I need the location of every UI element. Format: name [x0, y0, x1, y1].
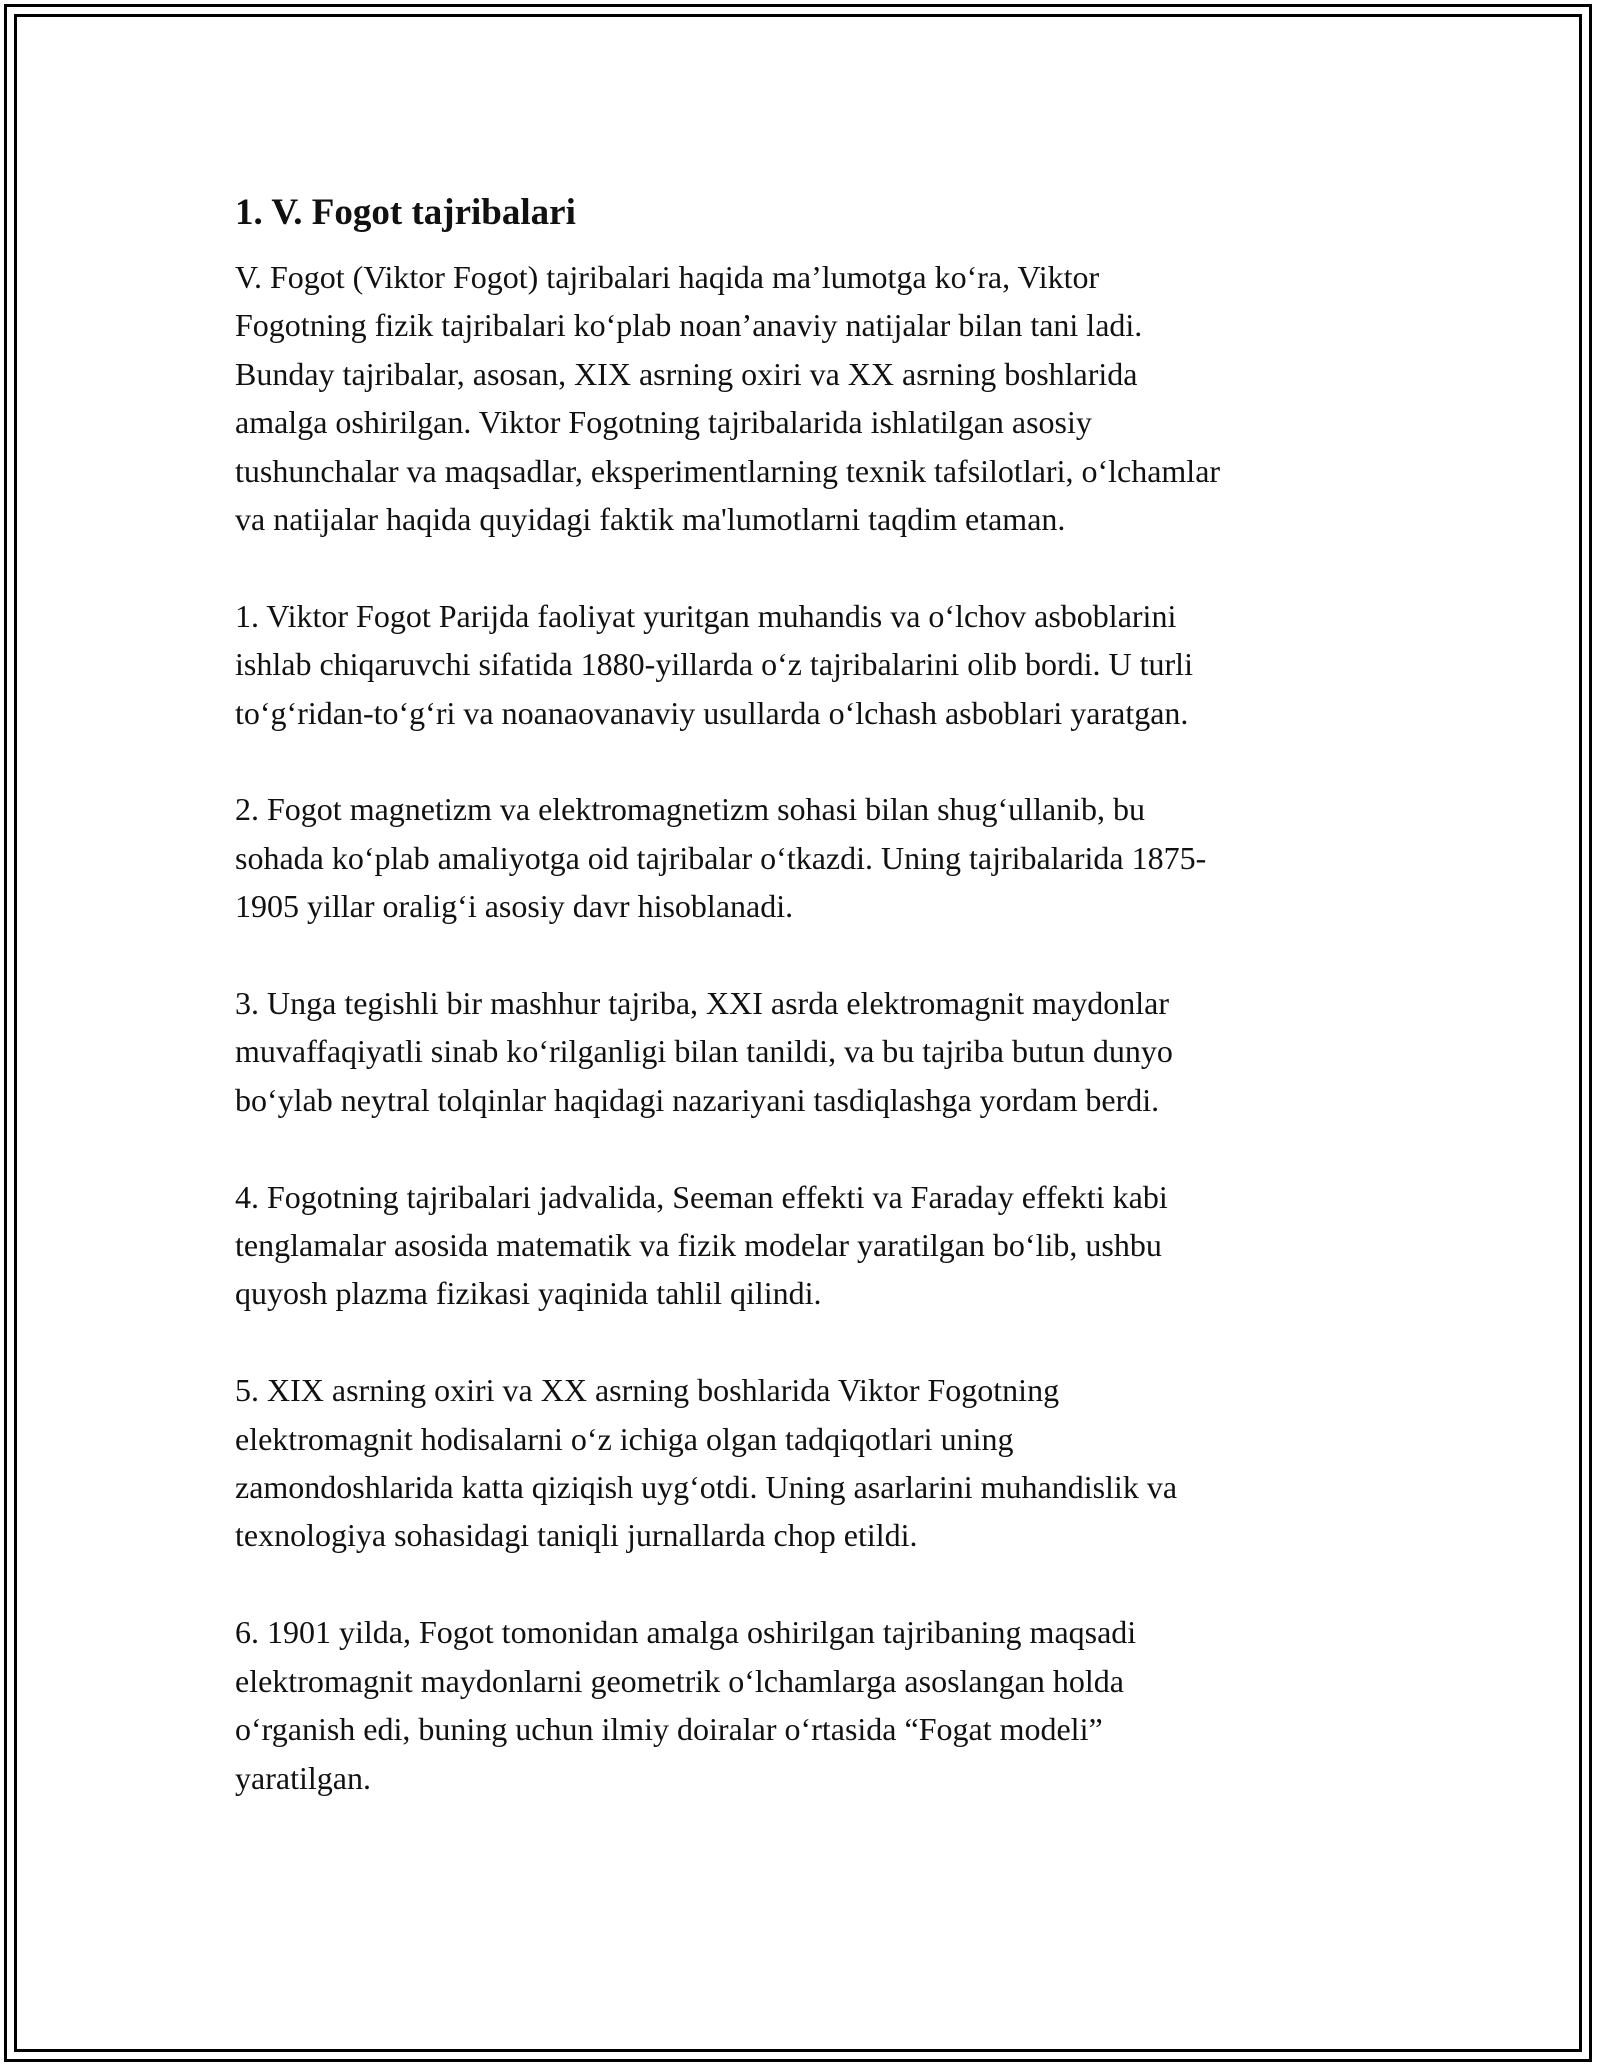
paragraph-line: V. Fogot (Viktor Fogot) tajribalari haqida ma’lumotga ko‘ra, Viktor [235, 259, 1100, 295]
paragraph-line: 3. Unga tegishli bir mashhur tajriba, XXI asrda elektromagnit maydonlar [235, 985, 1169, 1022]
item-paragraph-1 [235, 592, 1375, 737]
item-paragraph-2 [235, 785, 1375, 930]
paragraph-line: bo‘ylab neytral tolqinlar haqidagi nazariyani tasdiqlashga yordam berdi. [235, 1081, 1160, 1118]
paragraph-line: 5. XIX asrning oxiri va XX asrning boshlarida Viktor Fogotning [235, 1372, 1060, 1409]
paragraph-line: o‘rganish edi, buning uchun ilmiy doiralar o‘rtasida “Fogat modeli” [235, 1711, 1103, 1748]
paragraph-line: yaratilgan. [235, 1759, 371, 1796]
paragraph-line: 4. Fogotning tajribalari jadvalida, Seeman effekti va Faraday effekti kabi [235, 1178, 1168, 1215]
paragraph-line: 6. 1901 yilda, Fogot tomonidan amalga oshirilgan tajribaning maqsadi [235, 1614, 1137, 1651]
paragraph-line: zamondoshlarida katta qiziqish uyg‘otdi. Uning asarlarini muhandislik va [235, 1469, 1178, 1506]
paragraph-line: elektromagnit maydonlarni geometrik o‘lchamlarga asoslangan holda [235, 1662, 1124, 1699]
paragraph-line: quyosh plazma fizikasi yaqinida tahlil qilindi. [235, 1275, 822, 1312]
paragraph-line: to‘g‘ridan-to‘g‘ri va noanaovanaviy usullarda o‘lchash asboblari yaratgan. [235, 694, 1189, 731]
item-paragraph-4 [235, 1173, 1375, 1318]
paragraph-line: 2. Fogot magnetizm va elektromagnetizm sohasi bilan shug‘ullanib, bu [235, 791, 1146, 828]
paragraph-line: ishlab chiqaruvchi sifatida 1880-yillarda o‘z tajribalarini olib bordi. U turli [235, 646, 1193, 683]
paragraph-line: elektromagnit hodisalarni o‘z ichiga olgan tadqiqotlari uning [235, 1420, 1014, 1457]
paragraph-line: va natijalar haqida quyidagi faktik ma'lumotlarni taqdim etaman. [235, 501, 1066, 538]
item-paragraph-6 [235, 1608, 1375, 1802]
paragraph-line: Bunday tajribalar, asosan, XIX asrning oxiri va XX asrning boshlarida [235, 355, 1138, 392]
item-paragraph-3 [235, 979, 1375, 1124]
paragraph-line: tenglamalar asosida matematik va fizik modelar yaratilgan bo‘lib, ushbu [235, 1227, 1162, 1264]
document-title: 1. V. Fogot tajribalari [235, 192, 576, 233]
intro-paragraph [235, 253, 1375, 543]
paragraph-line: muvaffaqiyatli sinab ko‘rilganligi bilan tanildi, va bu tajriba butun dunyo [235, 1033, 1173, 1070]
paragraph-line: 1905 yillar oralig‘i asosiy davr hisoblanadi. [235, 888, 794, 925]
paragraph-line: 1. Viktor Fogot Parijda faoliyat yuritgan muhandis va o‘lchov asboblarini [235, 597, 1177, 634]
item-paragraph-5 [235, 1366, 1375, 1560]
paragraph-line: texnologiya sohasidagi taniqli jurnallarda chop etildi. [235, 1517, 918, 1554]
paragraph-line: Fogotning fizik tajribalari ko‘plab noan’anaviy natijalar bilan tani ladi. [235, 307, 1143, 344]
paragraph-line: amalga oshirilgan. Viktor Fogotning tajribalarida ishlatilgan asosiy [235, 404, 1092, 441]
paragraph-line: sohada ko‘plab amaliyotga oid tajribalar o‘tkazdi. Uning tajribalarida 1875- [235, 839, 1207, 876]
paragraph-line: tushunchalar va maqsadlar, eksperimentlarning texnik tafsilotlari, o‘lchamlar [235, 452, 1221, 489]
document-body [235, 185, 1375, 1850]
